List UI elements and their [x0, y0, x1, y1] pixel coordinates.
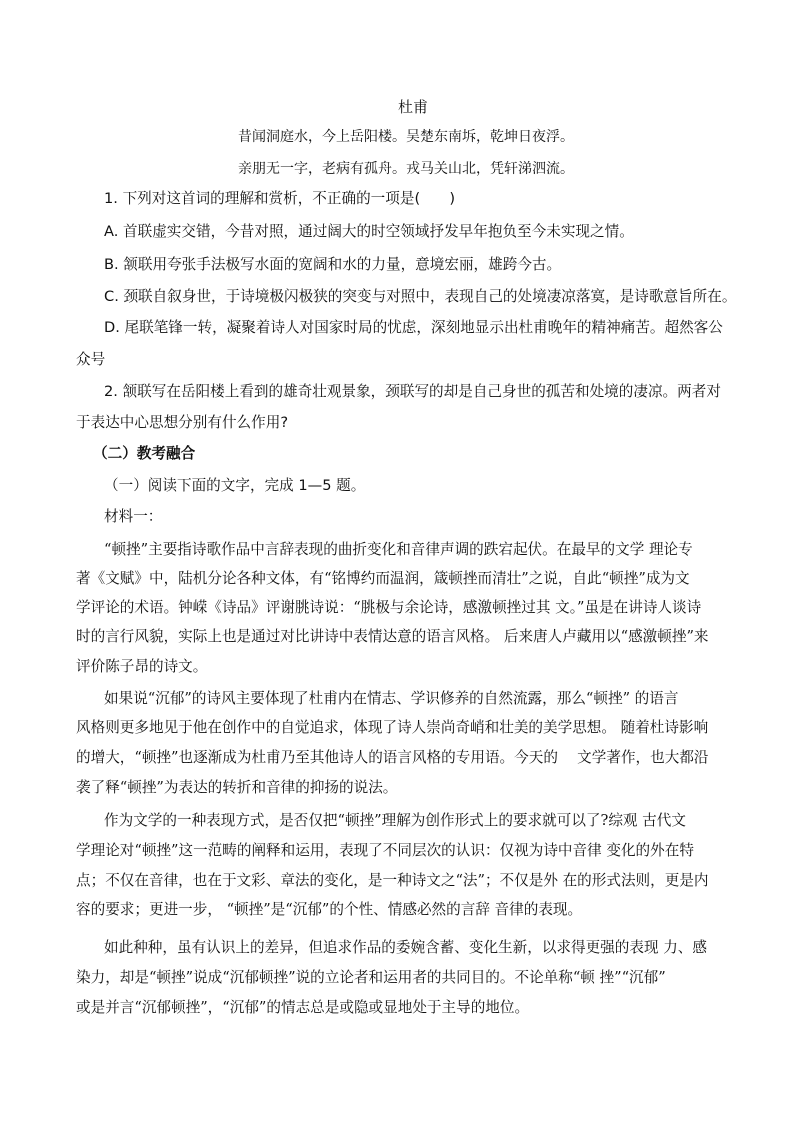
- passage-p4-line-2: 染力，却是“顿挫”说成“沉郁顿挫”说的立论者和运用者的共同目的。不论单称“顿 挫”“沉郁”: [76, 969, 666, 986]
- poem-line-2: 亲朋无一字，老病有孤舟。戎马关山北，凭轩涕泗流。: [238, 161, 574, 177]
- poem-line-1: 昔闻洞庭水，今上岳阳楼。吴楚东南坼，乾坤日夜浮。: [238, 129, 574, 145]
- passage-p4-line-1: 如此种种，虽有认识上的差异，但追求作品的委婉含蓄、变化生新，以求得更强的表现 力、感: [104, 939, 707, 956]
- question-1-option-d-line-2: 众号: [76, 351, 106, 368]
- question-2-line-1: 2. 颔联写在岳阳楼上看到的雄奇壮观景象，颈联写的却是自己身世的孤苦和处境的凄凉。两者对: [104, 383, 721, 400]
- question-1-option-a: A. 首联虚实交错，今昔对照，通过阔大的时空领域抒发早年抱负至今未实现之情。: [104, 223, 634, 240]
- question-2-line-2: 于表达中心思想分别有什么作用?: [76, 414, 289, 431]
- passage-p3-line-3: 点；不仅在音律，也在于文彩、章法的变化，是一种诗文之“法”；不仅是外 在的形式法则，更是内: [76, 872, 709, 889]
- passage-p2-line-3: 的增大，“顿挫”也逐渐成为杜甫乃至其他诗人的语言风格的专用语。今天的 文学著作，也大都沿: [76, 749, 709, 766]
- passage-p1-line-3: 学评论的术语。钟嵘《诗品》评谢朓诗说：“朓极与余论诗，感激顿挫过其 文。”虽是在讲诗人谈诗: [76, 599, 702, 616]
- passage-p2-line-4: 袭了释“顿挫”为表达的转折和音律的抑扬的说法。: [76, 779, 398, 796]
- passage-p1-line-2: 著《文赋》中，陆机分论各种文体，有“铭博约而温润，箴顿挫而清壮”之说，自此“顿挫”成为文: [76, 570, 690, 587]
- question-1-option-c: C. 颈联自叙身世，于诗境极闪极狭的突变与对照中，表现自己的处境凄凉落寞，是诗歌意旨所在。: [104, 288, 737, 305]
- passage-p1-line-4: 时的言行风貌，实际上也是通过对比讲诗中表情达意的语言风格。 后来唐人卢藏用以“感激顿挫”来: [76, 628, 709, 645]
- section-heading: （二）教考融合: [93, 445, 196, 462]
- question-1-option-b: B. 颔联用夸张手法极写水面的宽阔和水的力量，意境宏丽，雄跨今古。: [104, 256, 562, 273]
- passage-p4-line-3: 或是并言“沉郁顿挫”，“沉郁”的情志总是或隐或显地处于主导的地位。: [76, 999, 530, 1016]
- passage-p2-line-1: 如果说“沉郁”的诗风主要体现了杜甫内在情志、学识修养的自然流露，那么“顿挫” 的语言: [104, 690, 679, 707]
- passage-p3-line-4: 容的要求；更进一步， “顿挫”是“沉郁”的个性、情感必然的言辞 音律的表现。: [76, 901, 583, 918]
- material-label: 材料一：: [104, 508, 163, 525]
- poem-title: 杜甫: [398, 98, 429, 116]
- passage-p3-line-1: 作为文学的一种表现方式，是否仅把“顿挫”理解为创作形式上的要求就可以了?综观 古代文: [104, 812, 686, 829]
- question-1-stem: 1. 下列对这首词的理解和赏析，不正确的一项是( ): [104, 190, 456, 207]
- passage-p1-line-1: “顿挫”主要指诗歌作品中言辞表现的曲折变化和音律声调的跌宕起伏。在最早的文学 理论专: [104, 541, 693, 558]
- section-subheading: （一）阅读下面的文字，完成 1—5 题。: [104, 477, 366, 494]
- question-1-option-d-line-1: D. 尾联笔锋一转，凝聚着诗人对国家时局的忧虑，深刻地显示出杜甫晚年的精神痛苦。超然客公: [104, 319, 723, 336]
- passage-p3-line-2: 学理论对“顿挫”这一范畴的阐释和运用，表现了不同层次的认识：仅视为诗中音律 变化的外在特: [76, 842, 694, 859]
- passage-p2-line-2: 风格则更多地见于他在创作中的自觉追求，体现了诗人崇尚奇峭和壮美的美学思想。 随着杜诗影响: [76, 719, 709, 736]
- passage-p1-line-5: 评价陈子昂的诗文。: [76, 658, 208, 675]
